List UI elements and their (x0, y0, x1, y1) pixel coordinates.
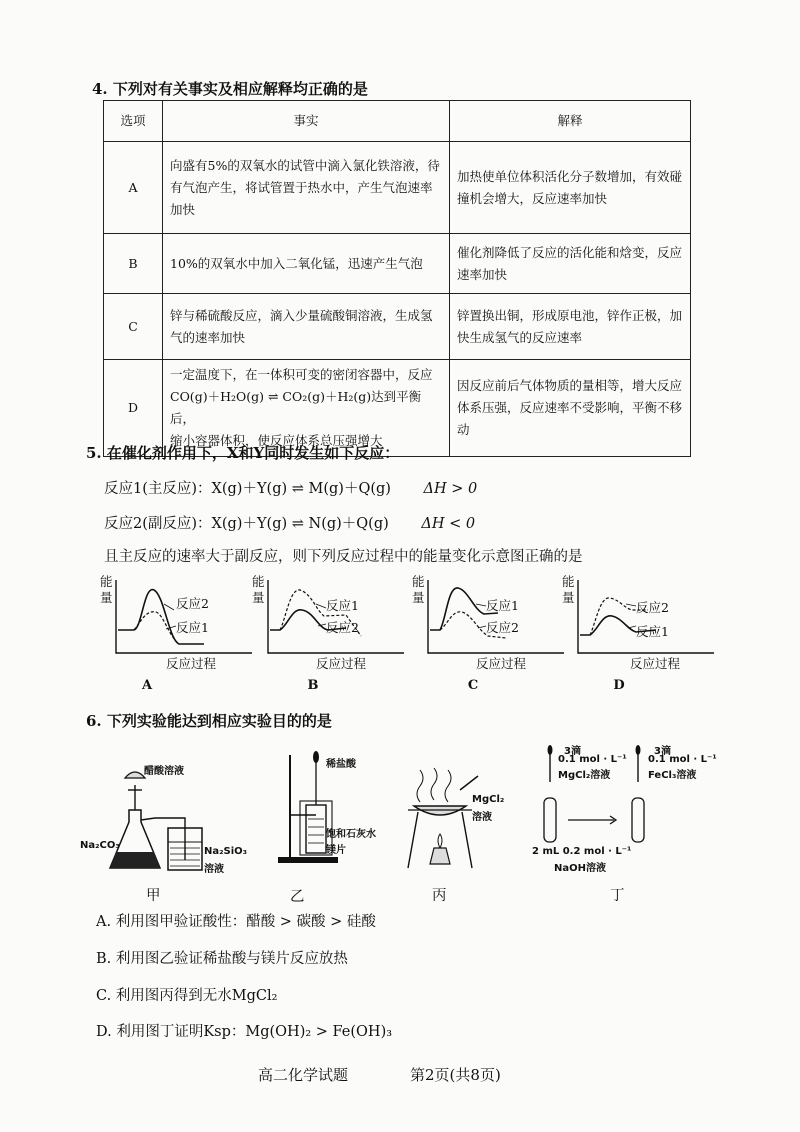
fact-line: 一定温度下，在一体积可变的密闭容器中，反应 (170, 367, 433, 382)
choice-d: D. 利用图丁证明Ksp：Mg(OH)₂ > Fe(OH)₃ (96, 1024, 393, 1040)
reaction-1 (104, 477, 664, 498)
footer-page: 第2页(共8页) (410, 1066, 501, 1084)
label-na2sio3: Na₂SiO₃ (204, 846, 248, 857)
label-mgcl2-solution: MgCl₂溶液 (558, 770, 611, 781)
header-option: 选项 (104, 101, 163, 142)
label-concentration: 0.1 mol · L⁻¹ (648, 754, 717, 765)
row-explanation: 因反应前后气体物质的量相等，增大反应体系压强，反应速率不受影响，平衡不移动 (450, 360, 691, 457)
table-header-row (104, 101, 691, 142)
reaction-enthalpy: ΔH < 0 (421, 516, 476, 532)
reaction-label: 反应2(副反应)： (104, 516, 212, 532)
label-mgcl2: MgCl₂ (472, 794, 505, 805)
y-axis-label: 量 (412, 590, 425, 605)
label-drops: 3滴 (654, 746, 671, 757)
table-row (104, 234, 691, 294)
figure-bing (400, 760, 520, 904)
label-na2co3: Na₂CO₃ (80, 840, 120, 851)
row-option: C (104, 294, 163, 360)
apparatus-bing-graphic (400, 760, 520, 880)
label-mg-strip: 镁片 (326, 845, 346, 856)
q5-stem: 5. 在催化剂作用下，X和Y同时发生如下反应： (86, 444, 400, 462)
label-limewater: 饱和石灰水 (326, 829, 376, 840)
label-dilute-hcl: 稀盐酸 (326, 759, 356, 770)
figure-caption: 乙 (290, 889, 305, 905)
y-axis-label: 能 (562, 574, 575, 589)
row-explanation: 锌置换出铜，形成原电池，锌作正极，加快生成氢气的反应速率 (450, 294, 691, 360)
curve-label-top: 反应1 (486, 598, 519, 613)
row-explanation: 加热使单位体积活化分子数增加，有效碰撞机会增大，反应速率加快 (450, 142, 691, 234)
label-naoh-volume: 2 mL 0.2 mol · L⁻¹ (532, 846, 632, 857)
choice-c: C. 利用图丙得到无水MgCl₂ (96, 988, 278, 1004)
row-option: A (104, 142, 163, 234)
fact-line: 缩小容器体积，使反应体系总压强增大 (170, 433, 383, 448)
figure-ding (520, 742, 720, 904)
header-fact: 事实 (163, 101, 450, 142)
x-axis-label: 反应过程 (166, 656, 217, 671)
curve-label-top: 反应2 (176, 596, 209, 611)
row-explanation: 催化剂降低了反应的活化能和焓变，反应速率加快 (450, 234, 691, 294)
figure-caption: 丁 (610, 888, 625, 904)
chart-letter: B (307, 678, 319, 693)
x-axis-label: 反应过程 (476, 656, 527, 671)
row-option: B (104, 234, 163, 294)
curve-label-bottom: 反应2 (326, 620, 359, 635)
curve-label-top: 反应2 (636, 600, 669, 615)
energy-chart-a (100, 570, 250, 700)
curve-label-bottom: 反应1 (636, 624, 669, 639)
y-axis-label: 量 (562, 590, 575, 605)
energy-chart-c (410, 570, 560, 700)
energy-diagrams (100, 570, 700, 700)
q5-condition: 且主反应的速率大于副反应，则下列反应过程中的能量变化示意图正确的是 (104, 549, 583, 565)
curve-label-top: 反应1 (326, 598, 359, 613)
figure-jia (80, 760, 270, 904)
reaction-2 (104, 512, 664, 533)
energy-curve-graphic (576, 580, 716, 655)
reaction-equation: X(g)＋Y(g) ⇌ M(g)＋Q(g) (211, 481, 391, 497)
y-axis-label: 能 (252, 574, 265, 589)
figure-caption: 丙 (432, 888, 447, 904)
footer-subject: 高二化学试题 (258, 1066, 349, 1084)
chart-letter: D (613, 678, 625, 693)
reaction-equation: X(g)＋Y(g) ⇌ N(g)＋Q(g) (211, 516, 389, 532)
reaction-label: 反应1(主反应)： (104, 481, 212, 497)
reaction-enthalpy: ΔH > 0 (423, 481, 478, 497)
label-solution: 溶液 (204, 864, 224, 875)
figure-yi (270, 745, 410, 905)
curve-label-bottom: 反应2 (486, 620, 519, 635)
chart-letter: A (141, 678, 153, 693)
row-option: D (104, 360, 163, 457)
y-axis-label: 量 (100, 590, 113, 605)
header-explanation: 解释 (450, 101, 691, 142)
label-solution: 溶液 (472, 812, 492, 823)
label-acetic-acid: 醋酸溶液 (144, 766, 184, 777)
row-fact: 向盛有5%的双氧水的试管中滴入氯化铁溶液，待有气泡产生，将试管置于热水中，产生气泡速率加快 (163, 142, 450, 234)
y-axis-label: 能 (100, 574, 113, 589)
x-axis-label: 反应过程 (316, 656, 367, 671)
chart-letter: C (467, 678, 479, 693)
fact-line: CO(g)＋H₂O(g) ⇌ CO₂(g)＋H₂(g)达到平衡后， (170, 389, 422, 426)
label-fecl3-solution: FeCl₃溶液 (648, 770, 697, 781)
y-axis-label: 能 (412, 574, 425, 589)
q6-stem: 6. 下列实验能达到相应实验目的的是 (86, 712, 332, 730)
choice-b: B. 利用图乙验证稀盐酸与镁片反应放热 (96, 951, 348, 967)
table-row (104, 142, 691, 234)
energy-chart-b (250, 570, 400, 700)
energy-chart-d (560, 570, 710, 700)
row-fact: 锌与稀硫酸反应，滴入少量硫酸铜溶液，生成氢气的速率加快 (163, 294, 450, 360)
label-drops: 3滴 (564, 746, 581, 757)
choice-a: A. 利用图甲验证酸性：醋酸 > 碳酸 > 硅酸 (96, 914, 376, 930)
label-concentration: 0.1 mol · L⁻¹ (558, 754, 627, 765)
table-row (104, 294, 691, 360)
apparatus-jia-graphic (80, 760, 270, 890)
q4-table (103, 100, 691, 457)
x-axis-label: 反应过程 (630, 656, 681, 671)
row-fact: 10%的双氧水中加入二氧化锰，迅速产生气泡 (163, 234, 450, 294)
figure-caption: 甲 (146, 888, 161, 904)
y-axis-label: 量 (252, 590, 265, 605)
curve-label-bottom: 反应1 (176, 620, 209, 635)
q4-stem: 4. 下列对有关事实及相应解释均正确的是 (92, 80, 368, 98)
label-naoh-solution: NaOH溶液 (554, 863, 606, 874)
